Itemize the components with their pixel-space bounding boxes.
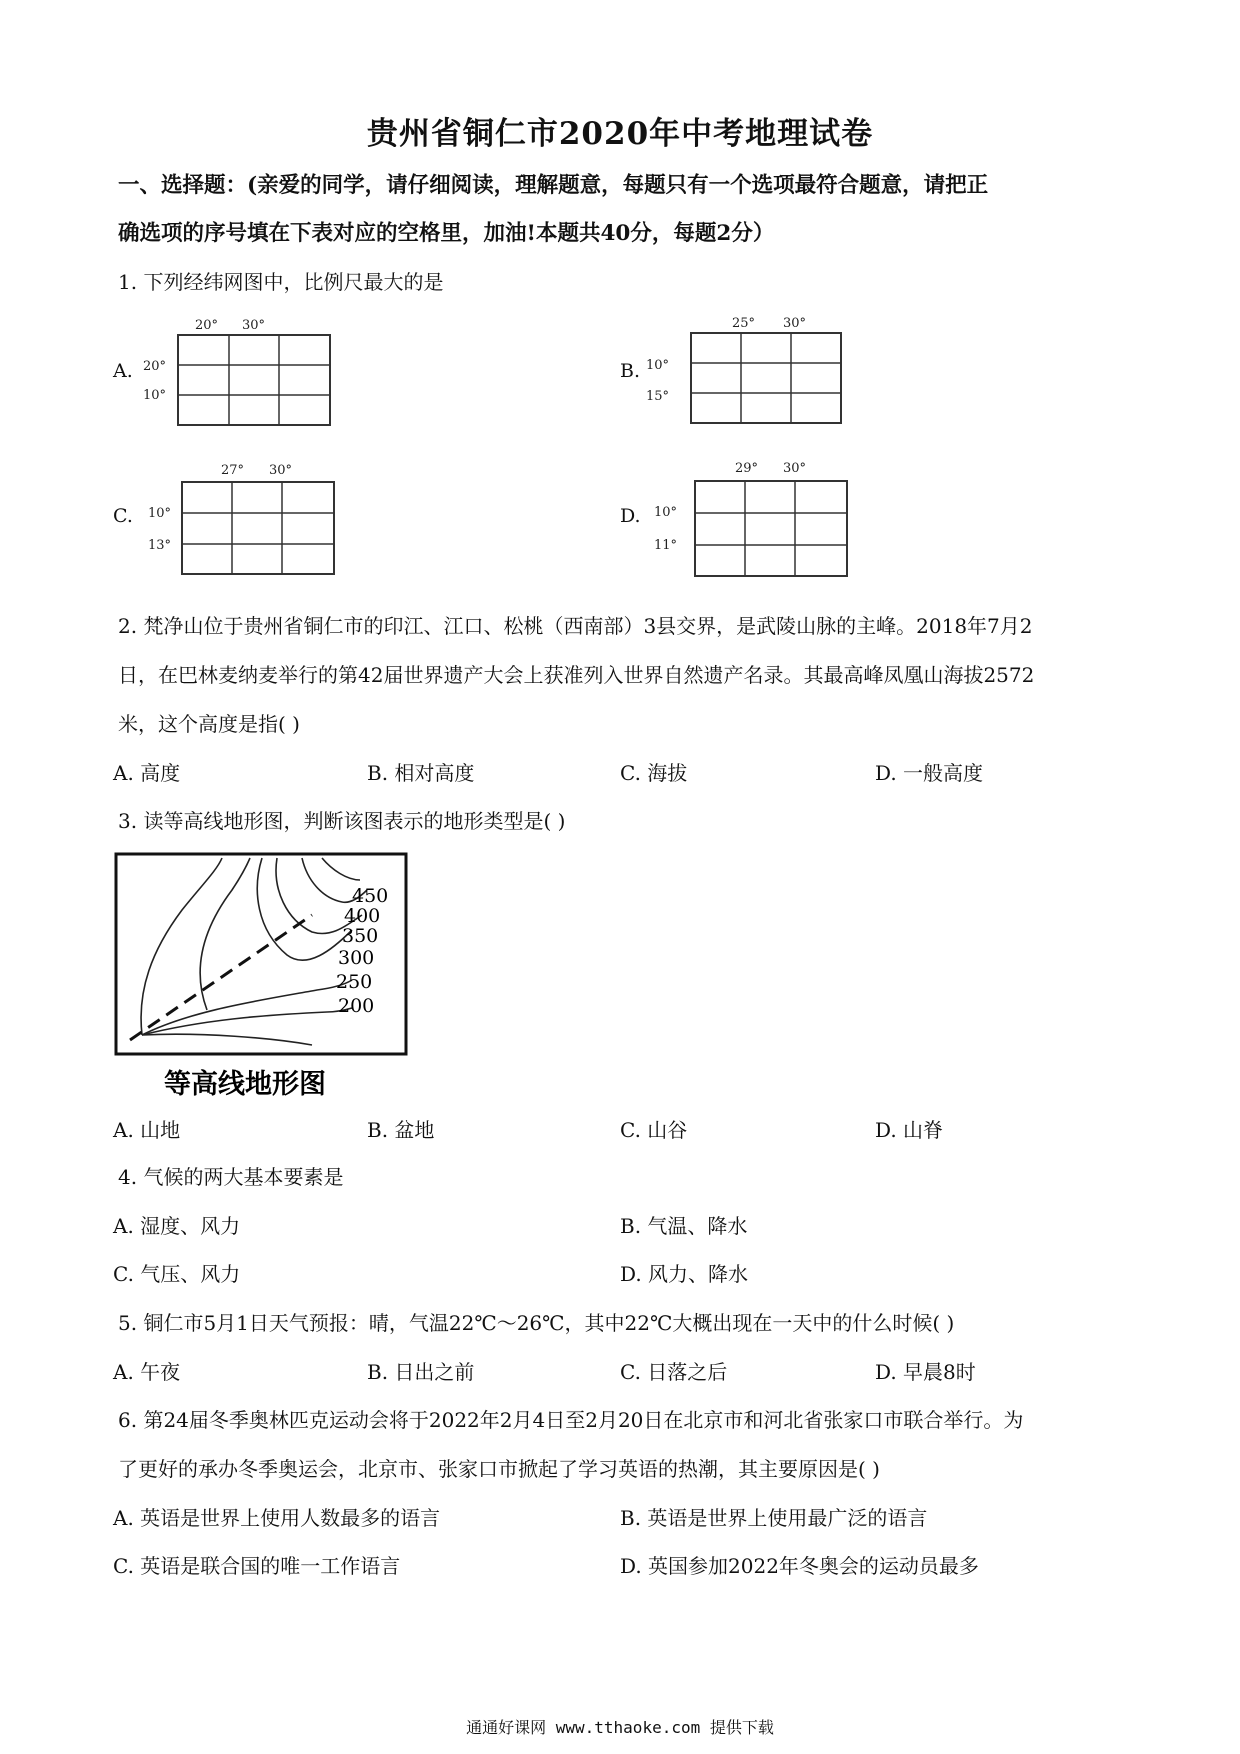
- contour-map: [112, 850, 412, 1100]
- question-5-stem: 5. 铜仁市5月1日天气预报：晴，气温22℃～26℃，其中22℃大概出现在一天中的什么时候( ): [118, 1311, 955, 1335]
- q5-option-b: B. 日出之前: [367, 1360, 475, 1384]
- q5-option-a: A. 午夜: [113, 1360, 181, 1384]
- q1-option-d-graticule: [652, 458, 852, 583]
- q1-option-c-label: C.: [113, 505, 133, 527]
- q5-option-d: D. 早晨8时: [875, 1360, 976, 1384]
- question-1-stem: 1. 下列经纬网图中，比例尺最大的是: [118, 270, 444, 294]
- question-6-line-1: 6. 第24届冬季奥林匹克运动会将于2022年2月4日至2月20日在北京市和河北省张家口市联合举行。为: [118, 1408, 1024, 1432]
- q1-c-lon-2: 30°: [269, 463, 293, 478]
- q2-option-d: D. 一般高度: [875, 761, 984, 785]
- q1-a-lon-2: 30°: [242, 318, 266, 333]
- q1-option-d-label: D.: [620, 505, 641, 527]
- question-2-line-3: 米，这个高度是指( ): [118, 712, 300, 736]
- q3-option-d: D. 山脊: [875, 1118, 944, 1142]
- q1-b-lon-2: 30°: [783, 316, 807, 331]
- q4-option-b: B. 气温、降水: [620, 1214, 748, 1238]
- q1-d-lat-2: 11°: [654, 538, 678, 553]
- q1-d-lat-1: 10°: [654, 505, 678, 520]
- q6-option-a: A. 英语是世界上使用人数最多的语言: [113, 1506, 441, 1530]
- q1-c-lon-1: 27°: [221, 463, 245, 478]
- q3-option-a: A. 山地: [113, 1118, 181, 1142]
- q3-option-c: C. 山谷: [620, 1118, 688, 1142]
- q1-a-lat-1: 20°: [143, 359, 167, 374]
- contour-label-200: 200: [338, 995, 375, 1017]
- question-3-stem: 3. 读等高线地形图，判断该图表示的地形类型是( ): [118, 809, 566, 833]
- q1-a-lat-2: 10°: [143, 388, 167, 403]
- contour-label-450: 450: [352, 885, 389, 907]
- question-6-line-2: 了更好的承办冬季奥运会，北京市、张家口市掀起了学习英语的热潮，其主要原因是( ): [118, 1457, 880, 1481]
- q2-option-b: B. 相对高度: [367, 761, 475, 785]
- question-4-stem: 4. 气候的两大基本要素是: [118, 1165, 344, 1189]
- page-title: 贵州省铜仁市2020年中考地理试卷: [366, 116, 874, 152]
- q1-c-lat-2: 13°: [148, 538, 172, 553]
- q1-d-lon-1: 29°: [735, 461, 759, 476]
- contour-label-350: 350: [342, 925, 379, 947]
- q3-option-b: B. 盆地: [367, 1118, 435, 1142]
- q1-option-b-graticule: [646, 313, 846, 428]
- section-instruction-line-2: 确选项的序号填在下表对应的空格里，加油!本题共40分，每题2分）: [118, 221, 775, 246]
- q1-option-b-label: B.: [620, 360, 641, 382]
- q1-b-lat-2: 15°: [646, 389, 670, 404]
- q1-option-c-graticule: [146, 460, 346, 580]
- question-2-line-2: 日，在巴林麦纳麦举行的第42届世界遗产大会上获准列入世界自然遗产名录。其最高峰凤凰山海拔2572: [118, 663, 1035, 687]
- section-instruction-line-1: 一、选择题：(亲爱的同学，请仔细阅读，理解题意，每题只有一个选项最符合题意，请把正: [118, 173, 989, 198]
- q6-option-d: D. 英国参加2022年冬奥会的运动员最多: [620, 1554, 979, 1578]
- contour-label-400: 400: [344, 905, 381, 927]
- q1-b-lat-1: 10°: [646, 358, 670, 373]
- page-footer: 通通好课网 www.tthaoke.com 提供下载: [466, 1718, 774, 1737]
- q1-b-lon-1: 25°: [732, 316, 756, 331]
- q6-option-c: C. 英语是联合国的唯一工作语言: [113, 1554, 401, 1578]
- q1-a-lon-1: 20°: [195, 318, 219, 333]
- q4-option-d: D. 风力、降水: [620, 1262, 749, 1286]
- q1-option-a-label: A.: [113, 360, 133, 382]
- q5-option-c: C. 日落之后: [620, 1360, 728, 1384]
- contour-label-250: 250: [336, 971, 373, 993]
- contour-label-300: 300: [338, 947, 375, 969]
- q2-option-c: C. 海拔: [620, 761, 688, 785]
- q2-option-a: A. 高度: [113, 761, 181, 785]
- q4-option-c: C. 气压、风力: [113, 1262, 241, 1286]
- q1-c-lat-1: 10°: [148, 506, 172, 521]
- q1-option-a-graticule: [140, 315, 340, 430]
- q4-option-a: A. 湿度、风力: [113, 1214, 241, 1238]
- q6-option-b: B. 英语是世界上使用最广泛的语言: [620, 1506, 928, 1530]
- q1-d-lon-2: 30°: [783, 461, 807, 476]
- contour-map-caption: 等高线地形图: [164, 1069, 326, 1100]
- question-2-line-1: 2. 梵净山位于贵州省铜仁市的印江、江口、松桃（西南部）3县交界，是武陵山脉的主峰。2018年7月2: [118, 614, 1033, 638]
